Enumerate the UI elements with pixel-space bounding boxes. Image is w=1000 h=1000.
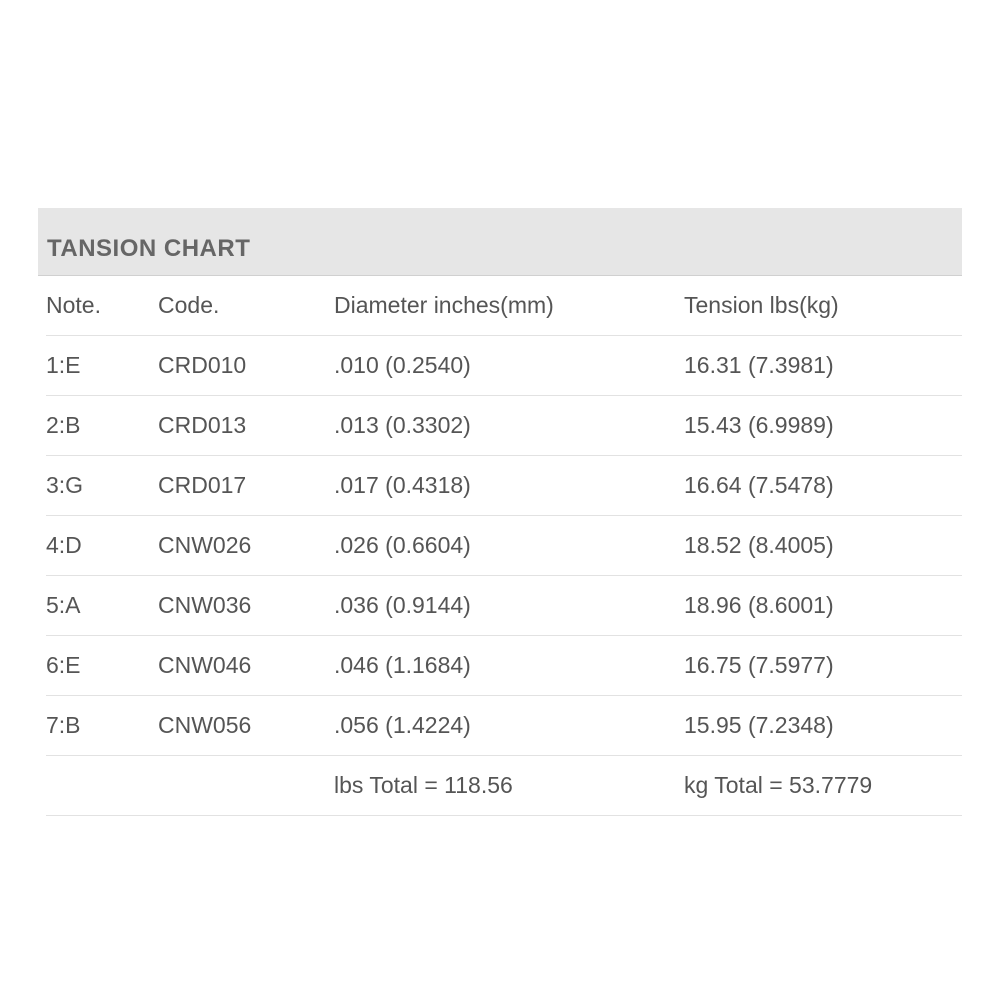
table-row bbox=[46, 336, 962, 396]
note-cell: 7:B bbox=[46, 712, 81, 738]
table-header-row bbox=[46, 276, 962, 336]
table-row bbox=[46, 636, 962, 696]
totals-row bbox=[46, 756, 962, 816]
chart-header bbox=[38, 208, 962, 276]
diameter-cell: .026 (0.6604) bbox=[334, 532, 471, 558]
tension-cell: 18.52 (8.4005) bbox=[684, 532, 834, 558]
code-cell: CNW036 bbox=[158, 592, 252, 618]
code-cell: CNW056 bbox=[158, 712, 252, 738]
column-header-tension: Tension lbs(kg) bbox=[684, 292, 839, 318]
diameter-cell: .046 (1.1684) bbox=[334, 652, 471, 678]
tension-cell: 18.96 (8.6001) bbox=[684, 592, 834, 618]
code-cell: CRD017 bbox=[158, 472, 247, 498]
diameter-cell: .056 (1.4224) bbox=[334, 712, 471, 738]
tension-cell: 15.95 (7.2348) bbox=[684, 712, 834, 738]
table-row bbox=[46, 516, 962, 576]
note-cell: 2:B bbox=[46, 412, 81, 438]
note-cell: 6:E bbox=[46, 652, 81, 678]
tension-cell: 16.31 (7.3981) bbox=[684, 352, 834, 378]
table-row bbox=[46, 576, 962, 636]
diameter-cell: .017 (0.4318) bbox=[334, 472, 471, 498]
diameter-cell: .010 (0.2540) bbox=[334, 352, 471, 378]
table-row bbox=[46, 696, 962, 756]
code-cell: CNW026 bbox=[158, 532, 252, 558]
diameter-cell: .036 (0.9144) bbox=[334, 592, 471, 618]
code-cell: CRD013 bbox=[158, 412, 247, 438]
tension-cell: 16.75 (7.5977) bbox=[684, 652, 834, 678]
code-cell: CNW046 bbox=[158, 652, 252, 678]
note-cell: 5:A bbox=[46, 592, 81, 618]
note-cell: 1:E bbox=[46, 352, 81, 378]
column-header-diameter: Diameter inches(mm) bbox=[334, 292, 554, 318]
tension-chart bbox=[38, 208, 962, 816]
table-row bbox=[46, 396, 962, 456]
kg-total: kg Total = 53.7779 bbox=[684, 772, 873, 798]
diameter-cell: .013 (0.3302) bbox=[334, 412, 471, 438]
column-header-code: Code. bbox=[158, 292, 220, 318]
column-header-note: Note. bbox=[46, 292, 101, 318]
note-cell: 3:G bbox=[46, 472, 84, 498]
tension-cell: 15.43 (6.9989) bbox=[684, 412, 834, 438]
note-cell: 4:D bbox=[46, 532, 82, 558]
chart-table bbox=[46, 276, 962, 816]
tension-cell: 16.64 (7.5478) bbox=[684, 472, 834, 498]
table-row bbox=[46, 456, 962, 516]
code-cell: CRD010 bbox=[158, 352, 247, 378]
lbs-total: lbs Total = 118.56 bbox=[334, 772, 513, 798]
chart-title: TANSION CHART bbox=[47, 234, 251, 262]
